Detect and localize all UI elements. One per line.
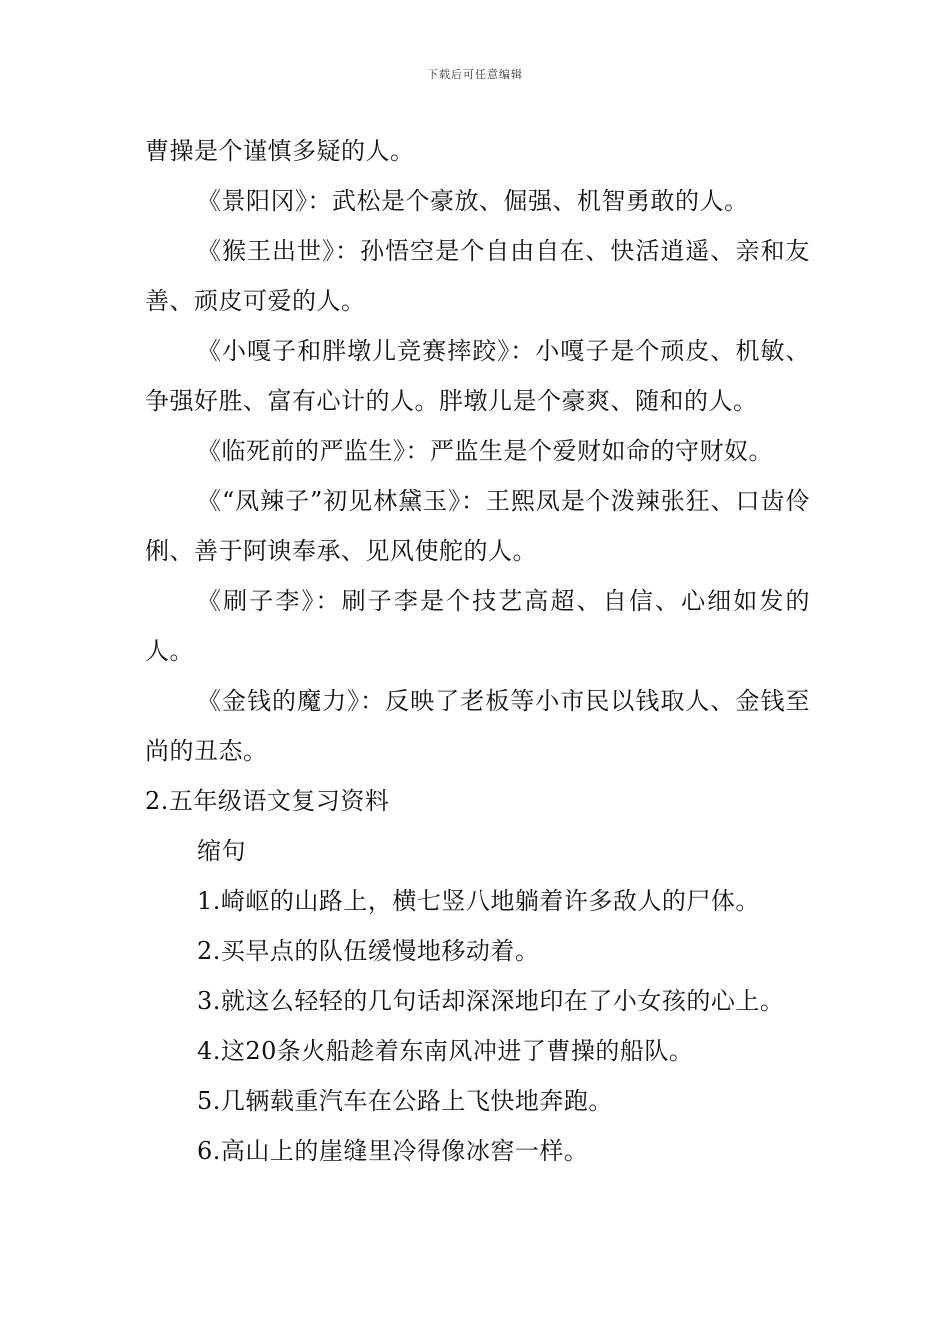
list-item: 6.高山上的崖缝里冷得像冰窖一样。 (197, 1137, 589, 1165)
paragraph-xiaogazi: 《小嘎子和胖墩儿竞赛摔跤》：小嘎子是个顽皮、机敏、争强好胜、富有心计的人。胖墩儿是个豪爽、随和的人。 (145, 337, 810, 415)
paragraph-jingyanggang: 《景阳冈》：武松是个豪放、倔强、机智勇敢的人。 (197, 187, 749, 215)
paragraph-yanjiansheng: 《临死前的严监生》：严监生是个爱财如命的守财奴。 (197, 437, 773, 465)
page-header: 下载后可任意编辑 (427, 68, 523, 81)
document-body (145, 126, 810, 1176)
list-item: 4.这20条火船趁着东南风冲进了曹操的船队。 (197, 1037, 694, 1065)
section-title: 2.五年级语文复习资料 (145, 787, 390, 815)
paragraph-fenglazi: 《“凤辣子”初见林黛玉》：王熙凤是个泼辣张狂、口齿伶俐、善于阿谀奉承、见风使舵的人。 (145, 487, 810, 565)
section-subtitle: 缩句 (197, 837, 246, 865)
list-item: 2.买早点的队伍缓慢地移动着。 (197, 937, 540, 965)
list-item: 1.崎岖的山路上，横七竖八地躺着许多敌人的尸体。 (197, 887, 760, 915)
paragraph-shuazili: 《刷子李》：刷子李是个技艺高超、自信、心细如发的人。 (145, 587, 810, 665)
paragraph-houwang-chushi: 《猴王出世》：孙悟空是个自由自在、快活逍遥、亲和友善、顽皮可爱的人。 (145, 237, 810, 315)
paragraph-cao-cao: 曹操是个谨慎多疑的人。 (145, 137, 415, 165)
list-item: 5.几辆载重汽车在公路上飞快地奔跑。 (197, 1087, 613, 1115)
paragraph-jinqian-moli: 《金钱的魔力》：反映了老板等小市民以钱取人、金钱至尚的丑态。 (145, 687, 810, 765)
list-item: 3.就这么轻轻的几句话却深深地印在了小女孩的心上。 (197, 987, 785, 1015)
